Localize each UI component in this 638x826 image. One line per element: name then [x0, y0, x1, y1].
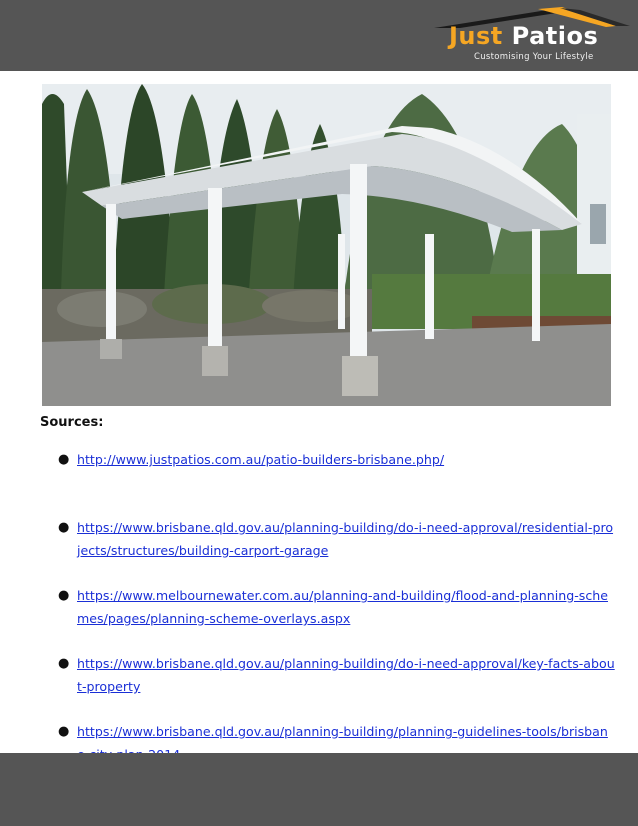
page-footer: [0, 753, 638, 826]
bullet-icon: ●: [58, 656, 70, 671]
logo-word-just: Just: [449, 22, 503, 50]
list-item: [40, 584, 615, 652]
bullet-icon: ●: [58, 452, 70, 467]
just-patios-logo[interactable]: [430, 6, 630, 66]
list-item: [40, 652, 615, 720]
logo-word-patios: Patios: [511, 22, 599, 50]
bullet-icon: ●: [58, 588, 70, 603]
bullet-icon: ●: [58, 724, 70, 739]
page-header: [0, 0, 638, 71]
list-item: [40, 448, 615, 516]
source-link-2[interactable]: https://www.brisbane.qld.gov.au/planning-building/do-i-need-approval/residential-projects/structures/building-carport-garage: [77, 520, 614, 558]
sources-heading: Sources:: [40, 415, 104, 430]
carport-photo: [42, 84, 611, 406]
sources-list: [40, 448, 615, 788]
source-link-4[interactable]: https://www.brisbane.qld.gov.au/planning-building/do-i-need-approval/key-facts-about-property: [77, 656, 615, 694]
source-link-5[interactable]: https://www.brisbane.qld.gov.au/planning-building/planning-guidelines-tools/brisban: [77, 724, 608, 739]
source-link-1[interactable]: http://www.justpatios.com.au/patio-builders-brisbane.php/: [77, 452, 445, 467]
logo-tagline: Customising Your Lifestyle: [474, 52, 594, 62]
logo-wordmark: [449, 22, 598, 50]
source-link-3[interactable]: https://www.melbournewater.com.au/planning-and-building/flood-and-planning-schemes/pages/planning-scheme-overlays.aspx: [77, 588, 608, 626]
bullet-icon: ●: [58, 520, 70, 535]
list-item: [40, 516, 615, 584]
